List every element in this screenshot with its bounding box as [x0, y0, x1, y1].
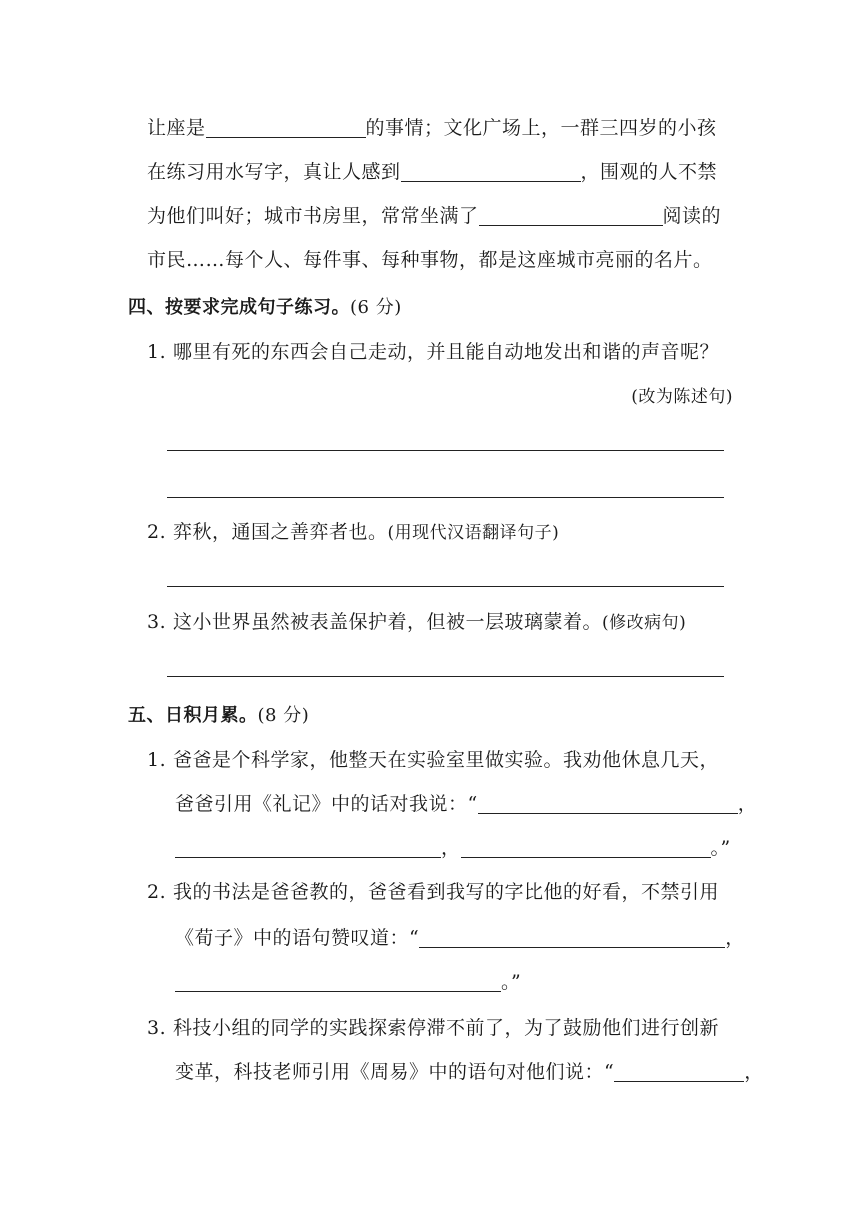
s5-q1-line-2	[175, 790, 757, 818]
question-text: 哪里有死的东西会自己走动，并且能自动地发出和谐的声音呢？	[173, 341, 720, 363]
s5-q1-line-3	[175, 834, 731, 862]
fill-blank[interactable]	[461, 835, 711, 858]
s5-question-1	[147, 746, 719, 774]
section-points: (6 分)	[350, 297, 402, 318]
answer-line[interactable]	[167, 497, 724, 498]
s4-question-2	[147, 518, 559, 547]
passage-line-3	[147, 202, 721, 230]
fill-blank[interactable]	[479, 203, 663, 226]
section-title: 四、按要求完成句子练习。	[128, 297, 350, 318]
s5-question-2	[147, 878, 719, 906]
passage-text: 在练习用水写字，真让人感到	[147, 161, 401, 183]
question-number: 1.	[147, 749, 167, 771]
s5-q2-line-3	[175, 968, 521, 996]
question-number: 3.	[147, 611, 167, 633]
requirement-text: (改为陈述句)	[631, 387, 733, 407]
s4-question-1	[147, 338, 719, 366]
passage-text: 让座是	[147, 117, 206, 139]
section-title: 五、日积月累。	[128, 705, 258, 726]
fill-blank[interactable]	[401, 159, 581, 182]
question-number: 1.	[147, 341, 167, 363]
section-4-heading	[128, 294, 402, 322]
question-text: 弈秋，通国之善弈者也。	[173, 521, 388, 543]
fill-blank[interactable]	[206, 115, 366, 138]
punctuation: ，	[441, 837, 461, 859]
answer-line[interactable]	[167, 586, 724, 587]
question-text: 我的书法是爸爸教的，爸爸看到我写的字比他的好看，不禁引用	[173, 881, 720, 903]
s4-q1-requirement	[631, 383, 733, 411]
fill-blank[interactable]	[478, 791, 738, 814]
passage-text: 阅读的	[662, 205, 722, 227]
punctuation: ，	[737, 793, 758, 815]
question-number: 2.	[147, 881, 167, 903]
punctuation: ，	[744, 1061, 764, 1083]
passage-text: 为他们叫好；城市书房里，常常坐满了	[147, 205, 479, 227]
answer-line[interactable]	[167, 450, 724, 451]
fill-blank[interactable]	[175, 969, 501, 992]
question-text: 变革，科技老师引用《周易》中的语句对他们说：“	[175, 1061, 615, 1083]
s5-q2-line-2	[175, 924, 745, 952]
question-text: 《荀子》中的语句赞叹道：“	[175, 927, 420, 949]
s4-question-3	[147, 608, 686, 637]
punctuation: 。”	[710, 837, 731, 859]
requirement-text: (修改病句)	[602, 613, 687, 633]
requirement-text: (用现代汉语翻译句子)	[387, 523, 560, 543]
passage-text: 的事情；文化广场上，一群三四岁的小孩	[365, 117, 717, 139]
answer-line[interactable]	[167, 676, 724, 677]
passage-line-4	[147, 246, 713, 274]
question-number: 3.	[147, 1017, 167, 1039]
s5-q3-line-2	[175, 1058, 764, 1086]
passage-text: ，围观的人不禁	[580, 161, 718, 183]
passage-text: 市民……每个人、每件事、每种事物，都是这座城市亮丽的名片。	[147, 249, 713, 271]
section-5-heading	[128, 702, 309, 730]
s5-question-3	[147, 1014, 719, 1042]
passage-line-1	[147, 114, 717, 142]
question-text: 爸爸引用《礼记》中的话对我说：“	[175, 793, 478, 815]
question-text: 这小世界虽然被表盖保护着，但被一层玻璃蒙着。	[173, 611, 603, 633]
punctuation: 。”	[501, 971, 522, 993]
question-text: 爸爸是个科学家，他整天在实验室里做实验。我劝他休息几天，	[173, 749, 720, 771]
fill-blank[interactable]	[419, 925, 725, 948]
fill-blank[interactable]	[614, 1059, 744, 1082]
section-points: (8 分)	[257, 705, 310, 726]
punctuation: ，	[725, 927, 745, 949]
question-text: 科技小组的同学的实践探索停滞不前了，为了鼓励他们进行创新	[173, 1017, 720, 1039]
fill-blank[interactable]	[175, 835, 441, 858]
passage-line-2	[147, 158, 717, 186]
question-number: 2.	[147, 521, 167, 543]
